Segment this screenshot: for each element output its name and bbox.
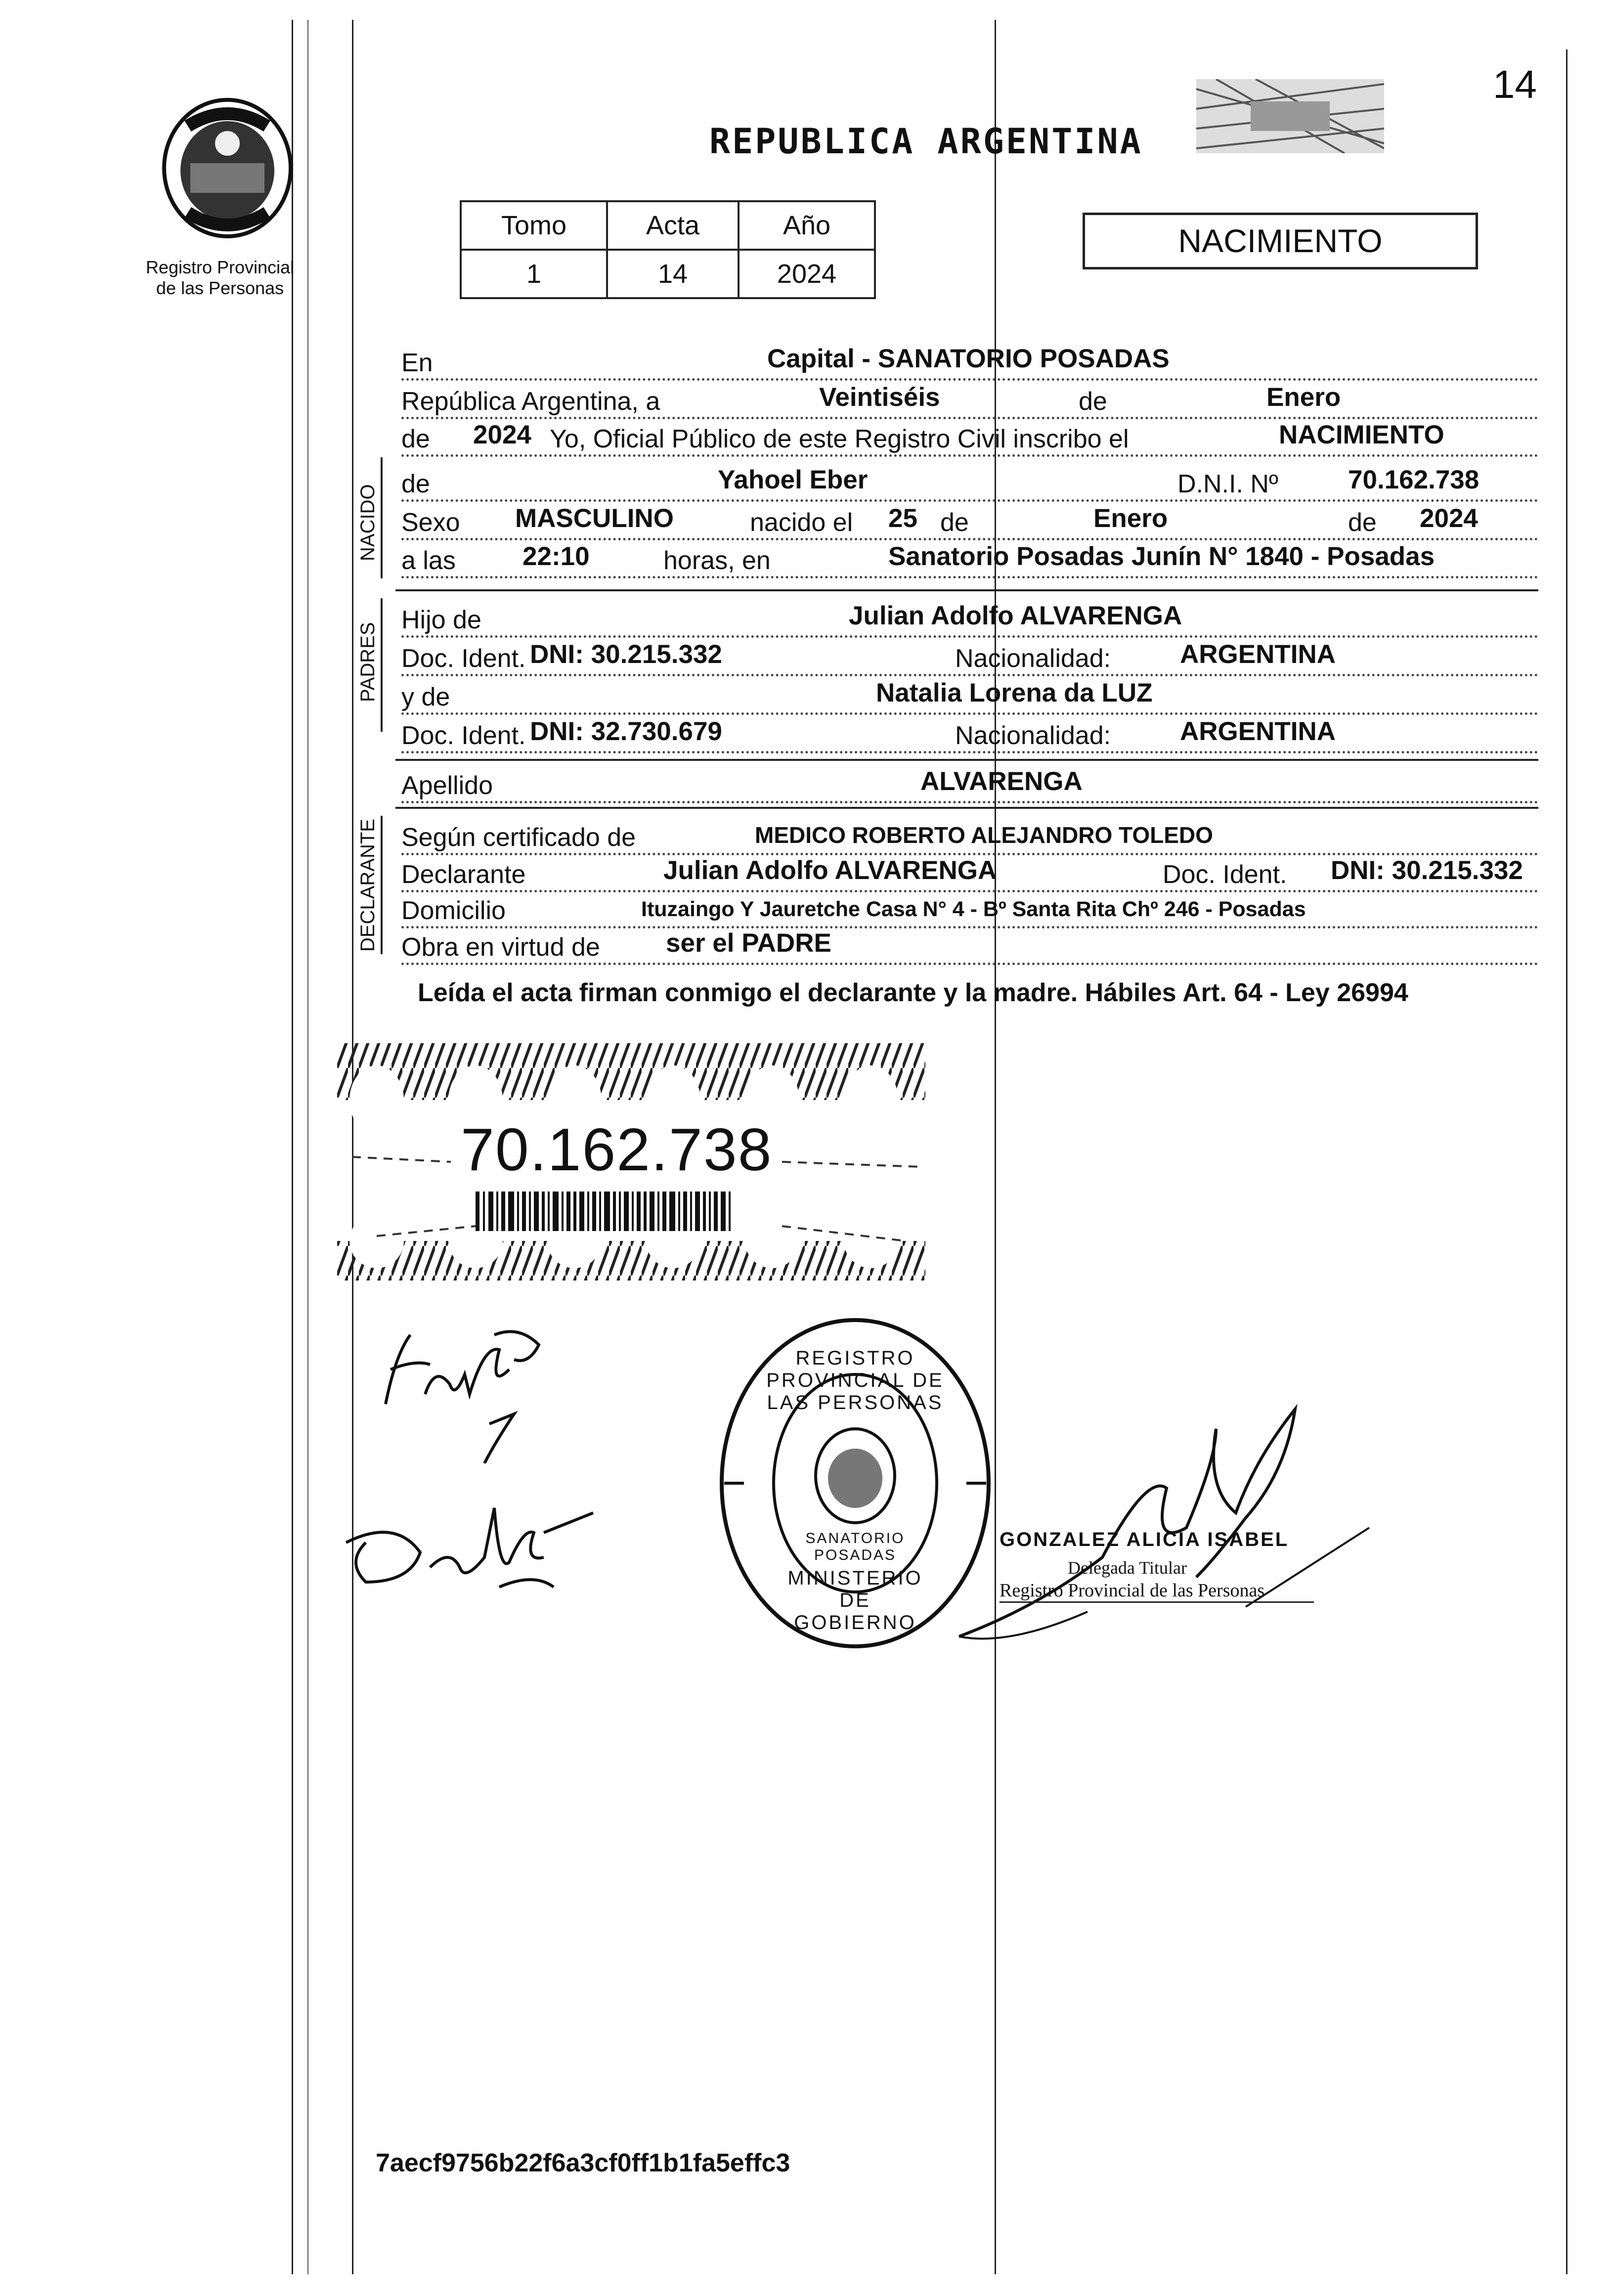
separator-3	[395, 807, 1538, 809]
row-mother	[401, 675, 1538, 715]
anio-value: 2024	[739, 250, 875, 298]
official-role: Delegada Titular	[1068, 1558, 1187, 1578]
value-day-words: Veintiséis	[819, 383, 940, 412]
row-declarante	[401, 853, 1538, 892]
declarante-bracket	[381, 816, 383, 954]
value-certificado: MEDICO ROBERTO ALEJANDRO TOLEDO	[755, 822, 1213, 848]
org-name	[138, 257, 302, 299]
row-hora	[401, 539, 1538, 578]
row-obra	[401, 926, 1538, 965]
org-line-1: Registro Provincial	[145, 257, 295, 277]
country-title: REPUBLICA ARGENTINA	[709, 121, 1143, 162]
value-father-nat: ARGENTINA	[1180, 640, 1336, 669]
value-month: Enero	[1266, 383, 1341, 412]
section-declarante: DECLARANTE	[357, 819, 379, 952]
label-decl-doc: Doc. Ident.	[1163, 860, 1287, 889]
col-tomo-header: Tomo	[461, 201, 607, 250]
org-line-2: de las Personas	[156, 278, 284, 298]
value-year: 2024	[473, 420, 531, 449]
value-event: NACIMIENTO	[1279, 420, 1444, 449]
label-domicilio: Domicilio	[401, 896, 506, 925]
section-nacido: NACIDO	[357, 484, 379, 561]
separator-1	[395, 589, 1538, 591]
label-yo: Yo, Oficial Público de este Registro Civil inscribo el	[550, 425, 1129, 453]
label-certificado: Según certificado de	[401, 823, 636, 852]
value-domicilio: Ituzaingo Y Jauretche Casa N° 4 - Bº Santa Rita Chº 246 - Posadas	[641, 897, 1306, 921]
label-a-las: a las	[401, 546, 456, 575]
document-hash: 7aecf9756b22f6a3cf0ff1b1fa5effc3	[376, 2149, 790, 2177]
value-time: 22:10	[522, 542, 590, 571]
row-certificado	[401, 816, 1538, 855]
seal-inner: SANATORIO POSADAS	[805, 1530, 905, 1563]
seal-outer-bottom: MINISTERIO DE GOBIERNO	[787, 1567, 923, 1634]
value-obra: ser el PADRE	[666, 928, 831, 958]
value-birth-place: Sanatorio Posadas Junín N° 1840 - Posadas	[888, 542, 1435, 571]
row-republica	[401, 380, 1538, 419]
closing-note: Leída el acta firman conmigo el declarante y la madre. Hábiles Art. 64 - Ley 26994	[418, 978, 1408, 1007]
province-logo	[161, 96, 294, 240]
value-birth-month: Enero	[1093, 504, 1168, 533]
label-de2: de	[401, 425, 430, 453]
value-declarante: Julian Adolfo ALVARENGA	[663, 856, 997, 885]
label-nacido-el: nacido el	[750, 508, 853, 537]
label-republica: República Argentina, a	[401, 387, 660, 416]
col-acta-header: Acta	[607, 201, 739, 250]
value-mother-doc: DNI: 32.730.679	[530, 717, 722, 746]
label-father-nat: Nacionalidad:	[955, 644, 1111, 673]
label-nacido-de: de	[401, 470, 430, 498]
value-sexo: MASCULINO	[515, 504, 674, 533]
dni-stamp	[337, 1038, 930, 1285]
dni-stamp-number: 70.162.738	[461, 1116, 773, 1183]
label-dni: D.N.I. Nº	[1177, 470, 1278, 498]
row-nacido-name	[401, 462, 1538, 502]
right-rule	[1566, 49, 1567, 2274]
value-mother: Natalia Lorena da LUZ	[876, 678, 1153, 707]
label-de-month: de	[940, 508, 969, 537]
acta-value: 14	[607, 250, 739, 298]
tomo-value: 1	[461, 250, 607, 298]
label-horas-en: horas, en	[663, 546, 771, 575]
seal-outer-top: REGISTRO PROVINCIAL DE LAS PERSONAS	[766, 1347, 944, 1413]
row-domicilio	[401, 889, 1538, 928]
label-sexo: Sexo	[401, 508, 460, 537]
row-sexo	[401, 501, 1538, 540]
row-apellido	[401, 764, 1538, 803]
registry-table	[460, 200, 876, 299]
col-anio-header: Año	[739, 201, 875, 250]
value-mother-nat: ARGENTINA	[1180, 717, 1336, 746]
security-hologram	[1196, 79, 1384, 153]
padres-bracket	[381, 598, 383, 732]
signature-declarante	[371, 1315, 608, 1463]
label-mother-nat: Nacionalidad:	[955, 721, 1111, 750]
left-rule-1	[292, 20, 293, 2274]
doc-type-box: NACIMIENTO	[1083, 213, 1478, 269]
value-apellido: ALVARENGA	[920, 767, 1083, 796]
value-father-doc: DNI: 30.215.332	[530, 640, 722, 669]
row-mother-doc	[401, 714, 1538, 753]
label-declarante: Declarante	[401, 860, 526, 889]
value-child-dni: 70.162.738	[1348, 465, 1480, 494]
value-en: Capital - SANATORIO POSADAS	[767, 344, 1170, 373]
nacido-bracket	[381, 457, 383, 578]
section-padres: PADRES	[357, 622, 379, 702]
separator-2	[395, 759, 1538, 761]
label-en: En	[401, 349, 433, 377]
row-year	[401, 417, 1538, 457]
official-name: GONZALEZ ALICIA ISABEL	[1000, 1529, 1289, 1550]
value-birth-year: 2024	[1420, 504, 1478, 533]
row-en	[401, 341, 1538, 381]
label-de: de	[1079, 387, 1107, 416]
page-number: 14	[1493, 62, 1537, 106]
signature-madre	[336, 1483, 603, 1617]
value-birth-day: 25	[888, 504, 917, 533]
left-rule-2	[307, 20, 308, 2274]
value-child-name: Yahoel Eber	[718, 465, 868, 494]
label-father-doc: Doc. Ident.	[401, 644, 526, 673]
row-father	[401, 598, 1538, 638]
row-father-doc	[401, 637, 1538, 676]
value-father: Julian Adolfo ALVARENGA	[849, 601, 1182, 630]
label-obra: Obra en virtud de	[401, 933, 600, 962]
label-y-de: y de	[401, 683, 450, 711]
label-apellido: Apellido	[401, 771, 493, 800]
label-de-year: de	[1348, 508, 1377, 537]
label-mother-doc: Doc. Ident.	[401, 721, 526, 750]
value-decl-doc: DNI: 30.215.332	[1331, 856, 1523, 885]
official-org: Registro Provincial de las Personas	[1000, 1580, 1314, 1603]
label-hijo-de: Hijo de	[401, 606, 481, 634]
